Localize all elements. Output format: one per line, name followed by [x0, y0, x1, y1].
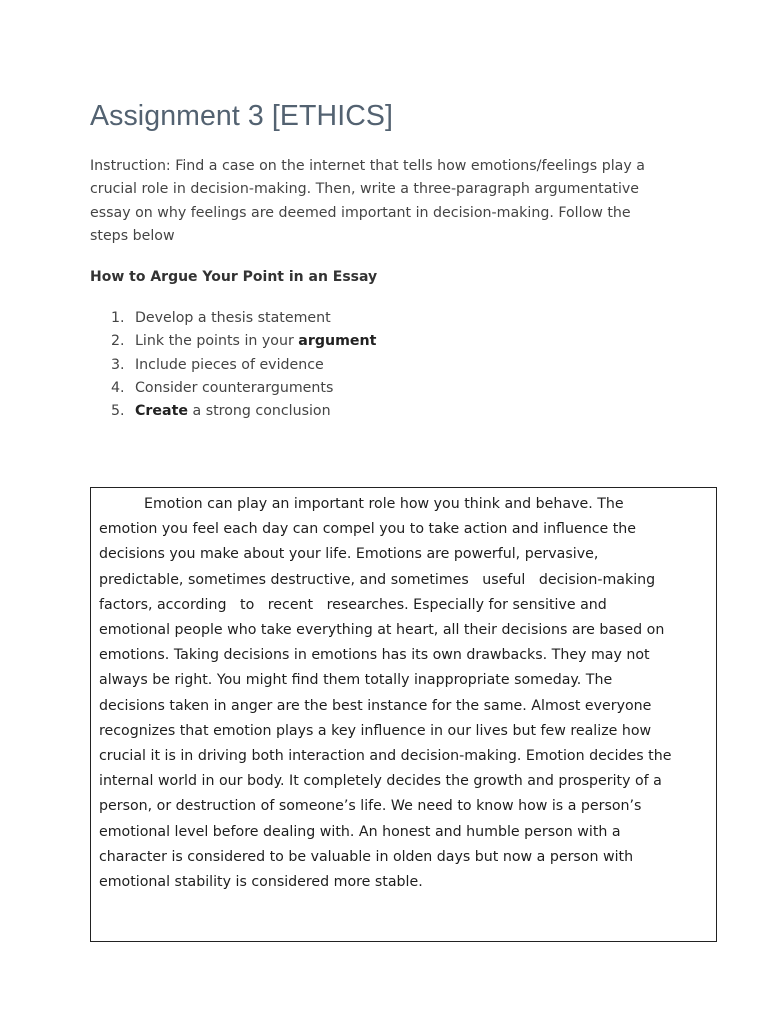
instruction-line: steps below	[90, 227, 175, 244]
list-item	[90, 307, 376, 330]
instruction-line: crucial role in decision-making. Then, write a three-paragraph argumentative	[90, 181, 640, 198]
list-item-bold-text: Create	[135, 403, 189, 420]
list-item-text: a strong conclusion	[188, 403, 331, 420]
essay-line: predictable, sometimes destructive, and sometimes useful decision-making	[99, 571, 656, 588]
list-item-number: 5.	[111, 403, 125, 420]
essay-line: Emotion can play an important role how you think and behave. The	[144, 496, 624, 512]
essay-line: emotions. Taking decisions in emotions has its own drawbacks. They may not	[99, 647, 650, 664]
essay-line: character is considered to be valuable in olden days but now a person with	[99, 848, 634, 865]
list-item-number: 3.	[111, 356, 125, 373]
list-item	[90, 330, 376, 353]
section-heading: How to Argue Your Point in an Essay	[90, 269, 378, 285]
essay-line: emotional stability is considered more stable.	[99, 874, 423, 891]
essay-line: person, or destruction of someone’s life. We need to know how is a person’s	[99, 798, 642, 815]
steps-list	[90, 307, 376, 423]
instruction-line: essay on why feelings are deemed important in decision-making. Follow the	[90, 204, 631, 221]
essay-line: internal world in our body. It completely decides the growth and prosperity of a	[99, 773, 662, 790]
list-item-text: Link the points in your	[135, 333, 299, 350]
list-item-number: 2.	[111, 333, 125, 350]
essay-line: emotional people who take everything at heart, all their decisions are based on	[99, 622, 665, 639]
essay-line: decisions you make about your life. Emotions are powerful, pervasive,	[99, 546, 599, 563]
essay-line: emotional level before dealing with. An honest and humble person with a	[99, 823, 621, 840]
list-item-number: 1.	[111, 310, 125, 326]
document-title: Assignment 3 [ETHICS]	[90, 100, 394, 132]
instruction-line: Instruction: Find a case on the internet that tells how emotions/feelings play a	[90, 158, 645, 174]
essay-line: recognizes that emotion plays a key influence in our lives but few realize how	[99, 722, 652, 739]
essay-line: always be right. You might find them totally inappropriate someday. The	[99, 672, 613, 689]
list-item	[90, 400, 376, 423]
essay-line: crucial it is in driving both interaction and decision-making. Emotion decides the	[99, 748, 672, 765]
essay-line: decisions taken in anger are the best instance for the same. Almost everyone	[99, 697, 652, 714]
list-item-text: Include pieces of evidence	[135, 356, 324, 373]
instruction-paragraph	[90, 155, 690, 248]
essay-line: emotion you feel each day can compel you to take action and influence the	[99, 521, 637, 538]
list-item-number: 4.	[111, 379, 125, 396]
essay-paragraph	[99, 492, 709, 895]
list-item-text: Consider counterarguments	[135, 379, 334, 396]
list-item	[90, 377, 376, 400]
essay-line: factors, according to recent researches. Especially for sensitive and	[99, 596, 607, 613]
list-item-text: Develop a thesis statement	[135, 310, 331, 326]
list-item-bold-text: argument	[298, 333, 377, 350]
list-item	[90, 354, 376, 377]
